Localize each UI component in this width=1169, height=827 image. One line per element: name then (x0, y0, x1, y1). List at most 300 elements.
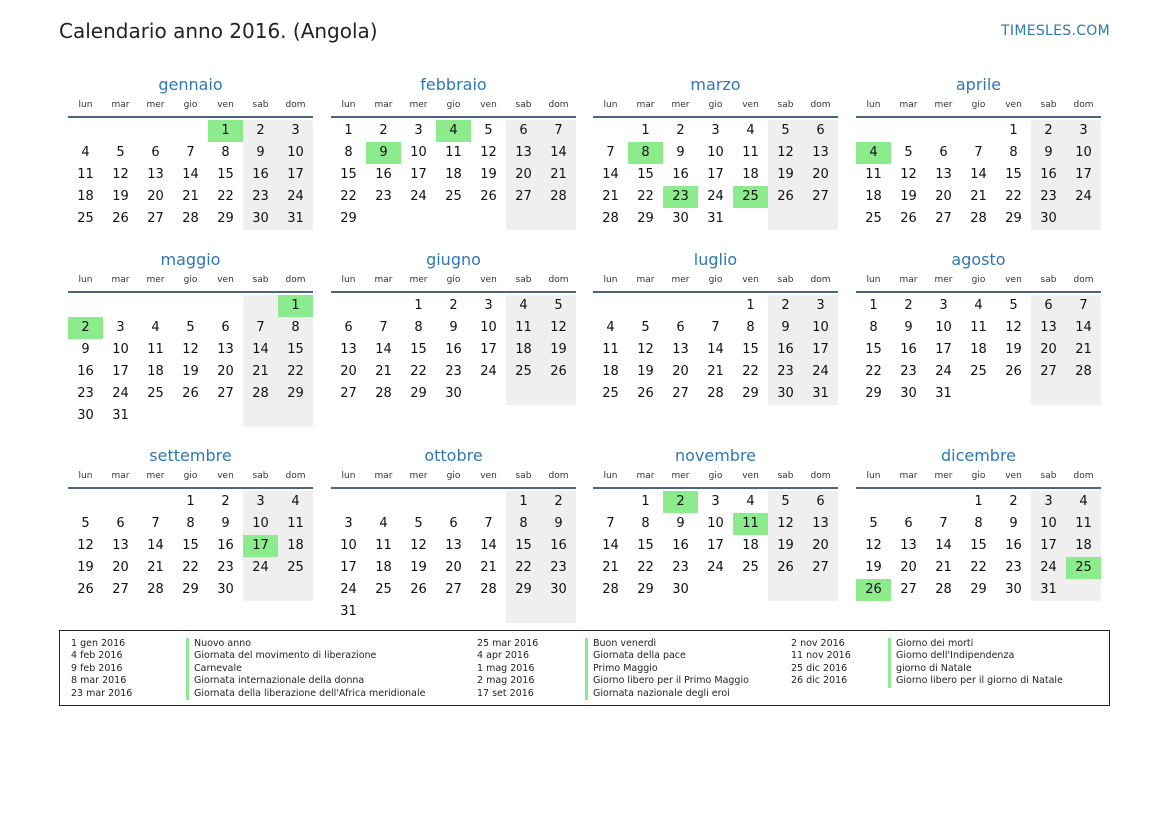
day-cell[interactable]: 22 (742, 364, 759, 379)
holiday-day-cell[interactable]: 2 (68, 317, 103, 339)
day-cell[interactable]: 9 (1009, 516, 1018, 531)
day-cell[interactable]: 5 (641, 320, 650, 335)
day-cell[interactable]: 27 (147, 211, 164, 226)
holiday-day-cell[interactable]: 25 (1066, 557, 1101, 579)
day-cell[interactable]: 4 (379, 516, 388, 531)
day-cell[interactable]: 27 (112, 582, 129, 597)
day-cell[interactable]: 4 (746, 123, 755, 138)
day-cell[interactable]: 11 (77, 167, 94, 182)
day-cell[interactable]: 4 (746, 494, 755, 509)
day-cell[interactable]: 23 (77, 386, 94, 401)
day-cell[interactable]: 7 (484, 516, 493, 531)
day-cell[interactable]: 7 (1079, 298, 1088, 313)
day-cell[interactable]: 4 (1079, 494, 1088, 509)
day-cell[interactable]: 20 (515, 167, 532, 182)
day-cell[interactable]: 15 (410, 342, 427, 357)
day-cell[interactable]: 27 (1040, 364, 1057, 379)
day-cell[interactable]: 23 (777, 364, 794, 379)
day-cell[interactable]: 9 (676, 145, 685, 160)
day-cell[interactable]: 26 (182, 386, 199, 401)
day-cell[interactable]: 9 (554, 516, 563, 531)
day-cell[interactable]: 20 (812, 167, 829, 182)
day-cell[interactable]: 18 (742, 167, 759, 182)
day-cell[interactable]: 17 (410, 167, 427, 182)
day-cell[interactable]: 31 (287, 211, 304, 226)
day-cell[interactable]: 28 (252, 386, 269, 401)
day-cell[interactable]: 14 (970, 167, 987, 182)
day-cell[interactable]: 15 (1005, 167, 1022, 182)
day-cell[interactable]: 6 (676, 320, 685, 335)
day-cell[interactable]: 6 (449, 516, 458, 531)
day-cell[interactable]: 25 (970, 364, 987, 379)
day-cell[interactable]: 5 (81, 516, 90, 531)
holiday-day-cell[interactable]: 17 (243, 535, 278, 557)
day-cell[interactable]: 2 (379, 123, 388, 138)
holiday-day-cell[interactable]: 23 (663, 186, 698, 208)
day-cell[interactable]: 24 (935, 364, 952, 379)
day-cell[interactable]: 23 (1005, 560, 1022, 575)
day-cell[interactable]: 30 (77, 408, 94, 423)
day-cell[interactable]: 3 (711, 123, 720, 138)
day-cell[interactable]: 30 (217, 582, 234, 597)
day-cell[interactable]: 22 (637, 560, 654, 575)
day-cell[interactable]: 30 (550, 582, 567, 597)
day-cell[interactable]: 24 (112, 386, 129, 401)
day-cell[interactable]: 1 (641, 494, 650, 509)
day-cell[interactable]: 22 (410, 364, 427, 379)
day-cell[interactable]: 1 (519, 494, 528, 509)
day-cell[interactable]: 15 (742, 342, 759, 357)
day-cell[interactable]: 7 (379, 320, 388, 335)
day-cell[interactable]: 9 (221, 516, 230, 531)
day-cell[interactable]: 23 (217, 560, 234, 575)
holiday-day-cell[interactable]: 25 (733, 186, 768, 208)
day-cell[interactable]: 16 (550, 538, 567, 553)
day-cell[interactable]: 14 (147, 538, 164, 553)
day-cell[interactable]: 18 (445, 167, 462, 182)
day-cell[interactable]: 14 (602, 538, 619, 553)
day-cell[interactable]: 13 (147, 167, 164, 182)
day-cell[interactable]: 18 (77, 189, 94, 204)
day-cell[interactable]: 30 (672, 582, 689, 597)
day-cell[interactable]: 11 (445, 145, 462, 160)
day-cell[interactable]: 15 (637, 538, 654, 553)
day-cell[interactable]: 26 (637, 386, 654, 401)
day-cell[interactable]: 1 (869, 298, 878, 313)
day-cell[interactable]: 17 (340, 560, 357, 575)
day-cell[interactable]: 25 (515, 364, 532, 379)
day-cell[interactable]: 19 (637, 364, 654, 379)
day-cell[interactable]: 8 (414, 320, 423, 335)
day-cell[interactable]: 1 (746, 298, 755, 313)
day-cell[interactable]: 31 (112, 408, 129, 423)
day-cell[interactable]: 26 (900, 211, 917, 226)
day-cell[interactable]: 19 (550, 342, 567, 357)
day-cell[interactable]: 27 (900, 582, 917, 597)
day-cell[interactable]: 5 (484, 123, 493, 138)
day-cell[interactable]: 30 (252, 211, 269, 226)
day-cell[interactable]: 6 (939, 145, 948, 160)
day-cell[interactable]: 9 (256, 145, 265, 160)
holiday-day-cell[interactable]: 9 (366, 142, 401, 164)
day-cell[interactable]: 26 (480, 189, 497, 204)
day-cell[interactable]: 3 (711, 494, 720, 509)
day-cell[interactable]: 13 (812, 145, 829, 160)
day-cell[interactable]: 25 (375, 582, 392, 597)
day-cell[interactable]: 29 (637, 582, 654, 597)
day-cell[interactable]: 29 (410, 386, 427, 401)
day-cell[interactable]: 8 (186, 516, 195, 531)
day-cell[interactable]: 3 (256, 494, 265, 509)
holiday-day-cell[interactable]: 1 (278, 295, 313, 317)
day-cell[interactable]: 27 (935, 211, 952, 226)
day-cell[interactable]: 26 (550, 364, 567, 379)
day-cell[interactable]: 3 (414, 123, 423, 138)
day-cell[interactable]: 25 (602, 386, 619, 401)
holiday-day-cell[interactable]: 2 (663, 491, 698, 513)
day-cell[interactable]: 26 (777, 189, 794, 204)
day-cell[interactable]: 19 (182, 364, 199, 379)
day-cell[interactable]: 27 (515, 189, 532, 204)
day-cell[interactable]: 21 (602, 189, 619, 204)
day-cell[interactable]: 15 (865, 342, 882, 357)
day-cell[interactable]: 21 (970, 189, 987, 204)
day-cell[interactable]: 9 (449, 320, 458, 335)
day-cell[interactable]: 3 (116, 320, 125, 335)
day-cell[interactable]: 8 (344, 145, 353, 160)
day-cell[interactable]: 21 (375, 364, 392, 379)
day-cell[interactable]: 23 (445, 364, 462, 379)
day-cell[interactable]: 20 (147, 189, 164, 204)
day-cell[interactable]: 1 (974, 494, 983, 509)
day-cell[interactable]: 18 (375, 560, 392, 575)
day-cell[interactable]: 19 (112, 189, 129, 204)
day-cell[interactable]: 12 (1005, 320, 1022, 335)
day-cell[interactable]: 22 (217, 189, 234, 204)
day-cell[interactable]: 11 (515, 320, 532, 335)
day-cell[interactable]: 12 (182, 342, 199, 357)
day-cell[interactable]: 7 (606, 516, 615, 531)
day-cell[interactable]: 12 (777, 516, 794, 531)
day-cell[interactable]: 15 (287, 342, 304, 357)
day-cell[interactable]: 13 (900, 538, 917, 553)
day-cell[interactable]: 24 (707, 189, 724, 204)
day-cell[interactable]: 2 (221, 494, 230, 509)
day-cell[interactable]: 18 (287, 538, 304, 553)
day-cell[interactable]: 31 (340, 604, 357, 619)
day-cell[interactable]: 16 (1005, 538, 1022, 553)
day-cell[interactable]: 15 (515, 538, 532, 553)
day-cell[interactable]: 23 (375, 189, 392, 204)
day-cell[interactable]: 21 (147, 560, 164, 575)
day-cell[interactable]: 1 (641, 123, 650, 138)
day-cell[interactable]: 3 (1044, 494, 1053, 509)
day-cell[interactable]: 30 (672, 211, 689, 226)
day-cell[interactable]: 12 (865, 538, 882, 553)
day-cell[interactable]: 2 (781, 298, 790, 313)
day-cell[interactable]: 21 (252, 364, 269, 379)
day-cell[interactable]: 14 (1075, 320, 1092, 335)
day-cell[interactable]: 7 (554, 123, 563, 138)
day-cell[interactable]: 6 (221, 320, 230, 335)
day-cell[interactable]: 8 (221, 145, 230, 160)
day-cell[interactable]: 22 (1005, 189, 1022, 204)
day-cell[interactable]: 28 (935, 582, 952, 597)
day-cell[interactable]: 22 (970, 560, 987, 575)
day-cell[interactable]: 28 (480, 582, 497, 597)
day-cell[interactable]: 12 (480, 145, 497, 160)
day-cell[interactable]: 4 (81, 145, 90, 160)
day-cell[interactable]: 20 (112, 560, 129, 575)
day-cell[interactable]: 9 (81, 342, 90, 357)
day-cell[interactable]: 25 (742, 560, 759, 575)
day-cell[interactable]: 26 (112, 211, 129, 226)
day-cell[interactable]: 21 (182, 189, 199, 204)
day-cell[interactable]: 6 (151, 145, 160, 160)
day-cell[interactable]: 24 (410, 189, 427, 204)
day-cell[interactable]: 21 (480, 560, 497, 575)
day-cell[interactable]: 10 (812, 320, 829, 335)
day-cell[interactable]: 13 (935, 167, 952, 182)
day-cell[interactable]: 2 (1044, 123, 1053, 138)
holiday-day-cell[interactable]: 4 (436, 120, 471, 142)
day-cell[interactable]: 5 (904, 145, 913, 160)
day-cell[interactable]: 29 (515, 582, 532, 597)
day-cell[interactable]: 18 (742, 538, 759, 553)
day-cell[interactable]: 10 (340, 538, 357, 553)
day-cell[interactable]: 5 (554, 298, 563, 313)
day-cell[interactable]: 14 (182, 167, 199, 182)
day-cell[interactable]: 14 (480, 538, 497, 553)
day-cell[interactable]: 22 (182, 560, 199, 575)
day-cell[interactable]: 8 (746, 320, 755, 335)
day-cell[interactable]: 25 (287, 560, 304, 575)
day-cell[interactable]: 27 (672, 386, 689, 401)
day-cell[interactable]: 29 (217, 211, 234, 226)
day-cell[interactable]: 10 (1075, 145, 1092, 160)
day-cell[interactable]: 20 (217, 364, 234, 379)
day-cell[interactable]: 3 (344, 516, 353, 531)
day-cell[interactable]: 7 (939, 516, 948, 531)
day-cell[interactable]: 10 (707, 516, 724, 531)
day-cell[interactable]: 9 (676, 516, 685, 531)
day-cell[interactable]: 1 (1009, 123, 1018, 138)
day-cell[interactable]: 28 (182, 211, 199, 226)
day-cell[interactable]: 10 (1040, 516, 1057, 531)
day-cell[interactable]: 23 (252, 189, 269, 204)
day-cell[interactable]: 25 (77, 211, 94, 226)
day-cell[interactable]: 2 (449, 298, 458, 313)
day-cell[interactable]: 15 (637, 167, 654, 182)
day-cell[interactable]: 8 (291, 320, 300, 335)
day-cell[interactable]: 6 (1044, 298, 1053, 313)
day-cell[interactable]: 10 (707, 145, 724, 160)
day-cell[interactable]: 1 (414, 298, 423, 313)
day-cell[interactable]: 8 (1009, 145, 1018, 160)
day-cell[interactable]: 14 (707, 342, 724, 357)
day-cell[interactable]: 15 (217, 167, 234, 182)
day-cell[interactable]: 5 (116, 145, 125, 160)
day-cell[interactable]: 17 (707, 167, 724, 182)
day-cell[interactable]: 22 (865, 364, 882, 379)
day-cell[interactable]: 18 (865, 189, 882, 204)
day-cell[interactable]: 2 (904, 298, 913, 313)
day-cell[interactable]: 31 (812, 386, 829, 401)
day-cell[interactable]: 20 (900, 560, 917, 575)
day-cell[interactable]: 12 (777, 145, 794, 160)
day-cell[interactable]: 10 (410, 145, 427, 160)
day-cell[interactable]: 28 (147, 582, 164, 597)
day-cell[interactable]: 5 (1009, 298, 1018, 313)
day-cell[interactable]: 11 (147, 342, 164, 357)
day-cell[interactable]: 13 (112, 538, 129, 553)
day-cell[interactable]: 24 (287, 189, 304, 204)
day-cell[interactable]: 21 (550, 167, 567, 182)
day-cell[interactable]: 12 (77, 538, 94, 553)
day-cell[interactable]: 5 (781, 123, 790, 138)
day-cell[interactable]: 8 (641, 516, 650, 531)
day-cell[interactable]: 19 (900, 189, 917, 204)
day-cell[interactable]: 20 (445, 560, 462, 575)
day-cell[interactable]: 29 (340, 211, 357, 226)
day-cell[interactable]: 3 (816, 298, 825, 313)
day-cell[interactable]: 13 (217, 342, 234, 357)
day-cell[interactable]: 27 (217, 386, 234, 401)
day-cell[interactable]: 13 (812, 516, 829, 531)
day-cell[interactable]: 5 (781, 494, 790, 509)
day-cell[interactable]: 18 (515, 342, 532, 357)
day-cell[interactable]: 16 (77, 364, 94, 379)
day-cell[interactable]: 8 (869, 320, 878, 335)
day-cell[interactable]: 5 (869, 516, 878, 531)
day-cell[interactable]: 19 (1005, 342, 1022, 357)
day-cell[interactable]: 10 (480, 320, 497, 335)
day-cell[interactable]: 30 (777, 386, 794, 401)
day-cell[interactable]: 17 (812, 342, 829, 357)
day-cell[interactable]: 26 (410, 582, 427, 597)
day-cell[interactable]: 22 (515, 560, 532, 575)
day-cell[interactable]: 17 (480, 342, 497, 357)
day-cell[interactable]: 4 (291, 494, 300, 509)
day-cell[interactable]: 7 (151, 516, 160, 531)
day-cell[interactable]: 4 (974, 298, 983, 313)
day-cell[interactable]: 17 (287, 167, 304, 182)
day-cell[interactable]: 29 (182, 582, 199, 597)
day-cell[interactable]: 3 (484, 298, 493, 313)
day-cell[interactable]: 7 (186, 145, 195, 160)
day-cell[interactable]: 1 (344, 123, 353, 138)
day-cell[interactable]: 29 (742, 386, 759, 401)
day-cell[interactable]: 16 (672, 538, 689, 553)
day-cell[interactable]: 12 (550, 320, 567, 335)
day-cell[interactable]: 21 (707, 364, 724, 379)
day-cell[interactable]: 11 (375, 538, 392, 553)
day-cell[interactable]: 10 (112, 342, 129, 357)
day-cell[interactable]: 13 (445, 538, 462, 553)
day-cell[interactable]: 21 (602, 560, 619, 575)
day-cell[interactable]: 19 (777, 167, 794, 182)
day-cell[interactable]: 17 (112, 364, 129, 379)
day-cell[interactable]: 23 (900, 364, 917, 379)
day-cell[interactable]: 11 (970, 320, 987, 335)
day-cell[interactable]: 10 (935, 320, 952, 335)
day-cell[interactable]: 15 (340, 167, 357, 182)
day-cell[interactable]: 6 (519, 123, 528, 138)
day-cell[interactable]: 6 (344, 320, 353, 335)
day-cell[interactable]: 14 (252, 342, 269, 357)
day-cell[interactable]: 3 (291, 123, 300, 138)
day-cell[interactable]: 28 (1075, 364, 1092, 379)
day-cell[interactable]: 28 (602, 582, 619, 597)
day-cell[interactable]: 23 (672, 560, 689, 575)
day-cell[interactable]: 19 (480, 167, 497, 182)
day-cell[interactable]: 27 (812, 189, 829, 204)
day-cell[interactable]: 29 (287, 386, 304, 401)
day-cell[interactable]: 14 (375, 342, 392, 357)
day-cell[interactable]: 6 (116, 516, 125, 531)
day-cell[interactable]: 10 (252, 516, 269, 531)
holiday-day-cell[interactable]: 8 (628, 142, 663, 164)
day-cell[interactable]: 4 (519, 298, 528, 313)
day-cell[interactable]: 29 (970, 582, 987, 597)
day-cell[interactable]: 27 (340, 386, 357, 401)
day-cell[interactable]: 6 (904, 516, 913, 531)
day-cell[interactable]: 14 (935, 538, 952, 553)
day-cell[interactable]: 11 (602, 342, 619, 357)
day-cell[interactable]: 24 (1075, 189, 1092, 204)
day-cell[interactable]: 4 (151, 320, 160, 335)
day-cell[interactable]: 16 (217, 538, 234, 553)
day-cell[interactable]: 26 (77, 582, 94, 597)
day-cell[interactable]: 27 (445, 582, 462, 597)
holiday-day-cell[interactable]: 26 (856, 579, 891, 601)
day-cell[interactable]: 5 (414, 516, 423, 531)
day-cell[interactable]: 17 (935, 342, 952, 357)
day-cell[interactable]: 2 (676, 123, 685, 138)
day-cell[interactable]: 28 (707, 386, 724, 401)
day-cell[interactable]: 12 (637, 342, 654, 357)
day-cell[interactable]: 17 (1040, 538, 1057, 553)
day-cell[interactable]: 18 (970, 342, 987, 357)
day-cell[interactable]: 21 (935, 560, 952, 575)
day-cell[interactable]: 20 (672, 364, 689, 379)
day-cell[interactable]: 7 (711, 320, 720, 335)
day-cell[interactable]: 16 (672, 167, 689, 182)
day-cell[interactable]: 4 (606, 320, 615, 335)
day-cell[interactable]: 24 (812, 364, 829, 379)
day-cell[interactable]: 24 (340, 582, 357, 597)
day-cell[interactable]: 24 (480, 364, 497, 379)
day-cell[interactable]: 30 (900, 386, 917, 401)
day-cell[interactable]: 18 (602, 364, 619, 379)
day-cell[interactable]: 3 (939, 298, 948, 313)
day-cell[interactable]: 16 (252, 167, 269, 182)
brand-link[interactable]: TIMESLES.COM (1001, 23, 1110, 39)
day-cell[interactable]: 20 (1040, 342, 1057, 357)
day-cell[interactable]: 21 (1075, 342, 1092, 357)
day-cell[interactable]: 16 (777, 342, 794, 357)
day-cell[interactable]: 14 (550, 145, 567, 160)
day-cell[interactable]: 13 (672, 342, 689, 357)
day-cell[interactable]: 24 (252, 560, 269, 575)
day-cell[interactable]: 23 (1040, 189, 1057, 204)
day-cell[interactable]: 2 (554, 494, 563, 509)
day-cell[interactable]: 12 (410, 538, 427, 553)
day-cell[interactable]: 26 (1005, 364, 1022, 379)
day-cell[interactable]: 9 (781, 320, 790, 335)
day-cell[interactable]: 28 (550, 189, 567, 204)
holiday-day-cell[interactable]: 4 (856, 142, 891, 164)
